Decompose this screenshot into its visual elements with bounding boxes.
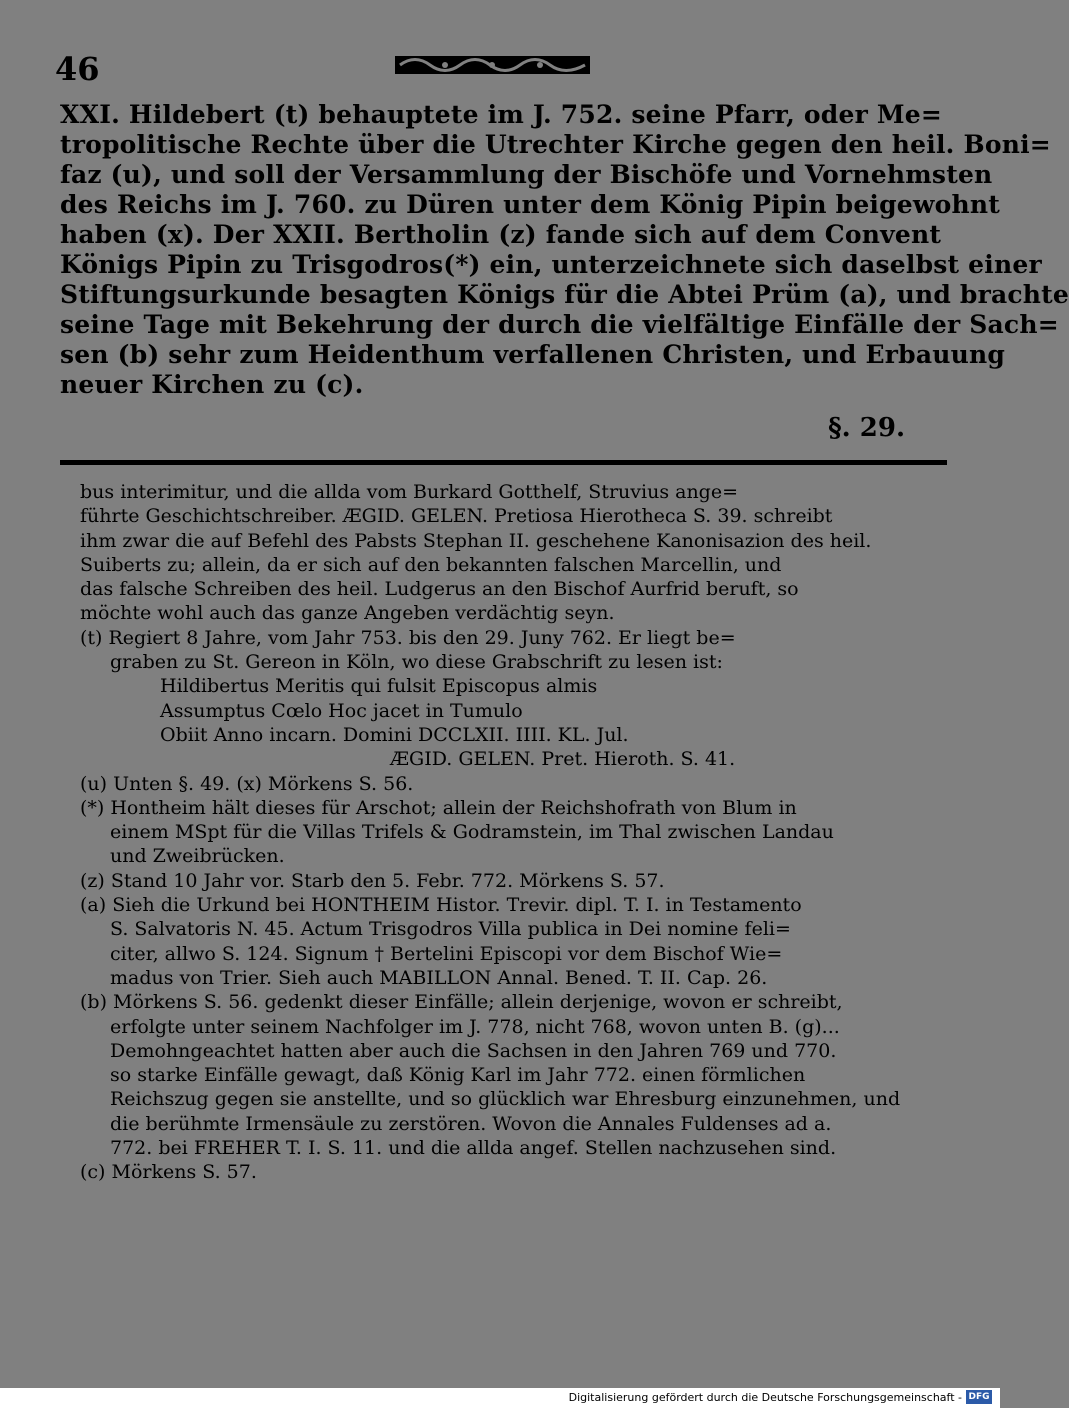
main-text-line: des Reichs im J. 760. zu Düren unter dem König Pipin beigewohnt [60, 190, 1001, 219]
footnote-line: Reichszug gegen sie anstellte, und so glücklich war Ehresburg einzunehmen, und [110, 1088, 901, 1111]
footnote-line: das falsche Schreiben des heil. Ludgerus an den Bischof Aurfrid beruft, so [80, 578, 799, 601]
footnote-line: S. Salvatoris N. 45. Actum Trisgodros Villa publica in Dei nomine feli= [110, 918, 791, 941]
main-text-line: sen (b) sehr zum Heidenthum verfallenen Christen, und Erbauung [60, 340, 1006, 369]
footer-text: Digitalisierung gefördert durch die Deutsche Forschungsgemeinschaft - [568, 1391, 962, 1404]
main-text-line: neuer Kirchen zu (c). [60, 370, 364, 399]
main-text [60, 100, 1069, 400]
main-text-line: XXI. Hildebert (t) behauptete im J. 752. seine Pfarr, oder Me= [60, 100, 942, 129]
separator-rule [60, 460, 947, 465]
footnote-line: erfolgte unter seinem Nachfolger im J. 778, nicht 768, wovon unten B. (g)... [110, 1015, 840, 1038]
footnote-line: so starke Einfälle gewagt, daß König Karl im Jahr 772. einen förmlichen [110, 1064, 806, 1087]
footnote-line: 772. bei FREHER T. I. S. 11. und die allda angef. Stellen nachzusehen sind. [110, 1137, 837, 1160]
footnote-line: bus interimitur, und die allda vom Burkard Gotthelf, Struvius ange= [80, 481, 739, 503]
section-mark: §. 29. [828, 413, 905, 443]
footnote-line: Suiberts zu; allein, da er sich auf den bekannten falschen Marcellin, und [80, 553, 782, 576]
footnote-line: möchte wohl auch das ganze Angeben verdächtig seyn. [80, 602, 615, 625]
footnote-line: die berühmte Irmensäule zu zerstören. Wovon die Annales Fuldenses ad a. [110, 1112, 832, 1135]
main-text-line: faz (u), und soll der Versammlung der Bischöfe und Vornehmsten [60, 160, 993, 189]
footnote-line: (a) Sieh die Urkund bei HONTHEIM Histor. Trevir. dipl. T. I. in Testamento [80, 894, 802, 917]
footnote-line: Obiit Anno incarn. Domini DCCLXII. IIII. KL. Jul. [160, 723, 629, 746]
main-text-line: Königs Pipin zu Trisgodros(*) ein, unterzeichnete sich daselbst einer [60, 250, 1042, 279]
main-text-line: haben (x). Der XXII. Bertholin (z) fande sich auf dem Convent [60, 220, 942, 249]
footnote-line: ihm zwar die auf Befehl des Pabsts Stephan II. geschehene Kanonisazion des heil. [80, 529, 872, 552]
dfg-logo-icon: DFG [966, 1390, 992, 1404]
footnote-line: (c) Mörkens S. 57. [80, 1161, 257, 1184]
footnote-line: madus von Trier. Sieh auch MABILLON Annal. Bened. T. II. Cap. 26. [110, 966, 768, 989]
footnote-line: graben zu St. Gereon in Köln, wo diese Grabschrift zu lesen ist: [110, 651, 723, 674]
footnote-line: (*) Hontheim hält dieses für Arschot; allein der Reichshofrath von Blum in [80, 796, 797, 819]
footnote-line: Assumptus Cœlo Hoc jacet in Tumulo [160, 699, 523, 722]
footnote-line: ÆGID. GELEN. Pret. Hieroth. S. 41. [390, 748, 736, 771]
footnote-line: und Zweibrücken. [110, 845, 285, 868]
footnote-line: citer, allwo S. 124. Signum † Bertelini Episcopi vor dem Bischof Wie= [110, 942, 783, 965]
footnote-line: (u) Unten §. 49. (x) Mörkens S. 56. [80, 772, 414, 795]
footnote-line: Demohngeachtet hatten aber auch die Sachsen in den Jahren 769 und 770. [110, 1039, 837, 1062]
footnote-line: führte Geschichtschreiber. ÆGID. GELEN. Pretiosa Hierotheca S. 39. schreibt [80, 505, 833, 528]
footnote-line: einem MSpt für die Villas Trifels & Godramstein, im Thal zwischen Landau [110, 821, 834, 844]
footnote-line: Hildibertus Meritis qui fulsit Episcopus almis [160, 675, 598, 698]
footnote-line: (b) Mörkens S. 56. gedenkt dieser Einfälle; allein derjenige, wovon er schreibt, [80, 991, 843, 1014]
ornament-icon [395, 52, 590, 78]
main-text-line: seine Tage mit Bekehrung der durch die vielfältige Einfälle der Sach= [60, 310, 1059, 339]
main-text-line: Stiftungsurkunde besagten Königs für die Abtei Prüm (a), und brachte [60, 280, 1069, 309]
main-text-line: tropolitische Rechte über die Utrechter Kirche gegen den heil. Boni= [60, 130, 1051, 159]
page-number: 46 [55, 50, 100, 88]
footnote-line: (z) Stand 10 Jahr vor. Starb den 5. Febr. 772. Mörkens S. 57. [80, 869, 665, 892]
footnote-line: (t) Regiert 8 Jahre, vom Jahr 753. bis den 29. Juny 762. Er liegt be= [80, 626, 736, 649]
footnotes [80, 480, 950, 1185]
